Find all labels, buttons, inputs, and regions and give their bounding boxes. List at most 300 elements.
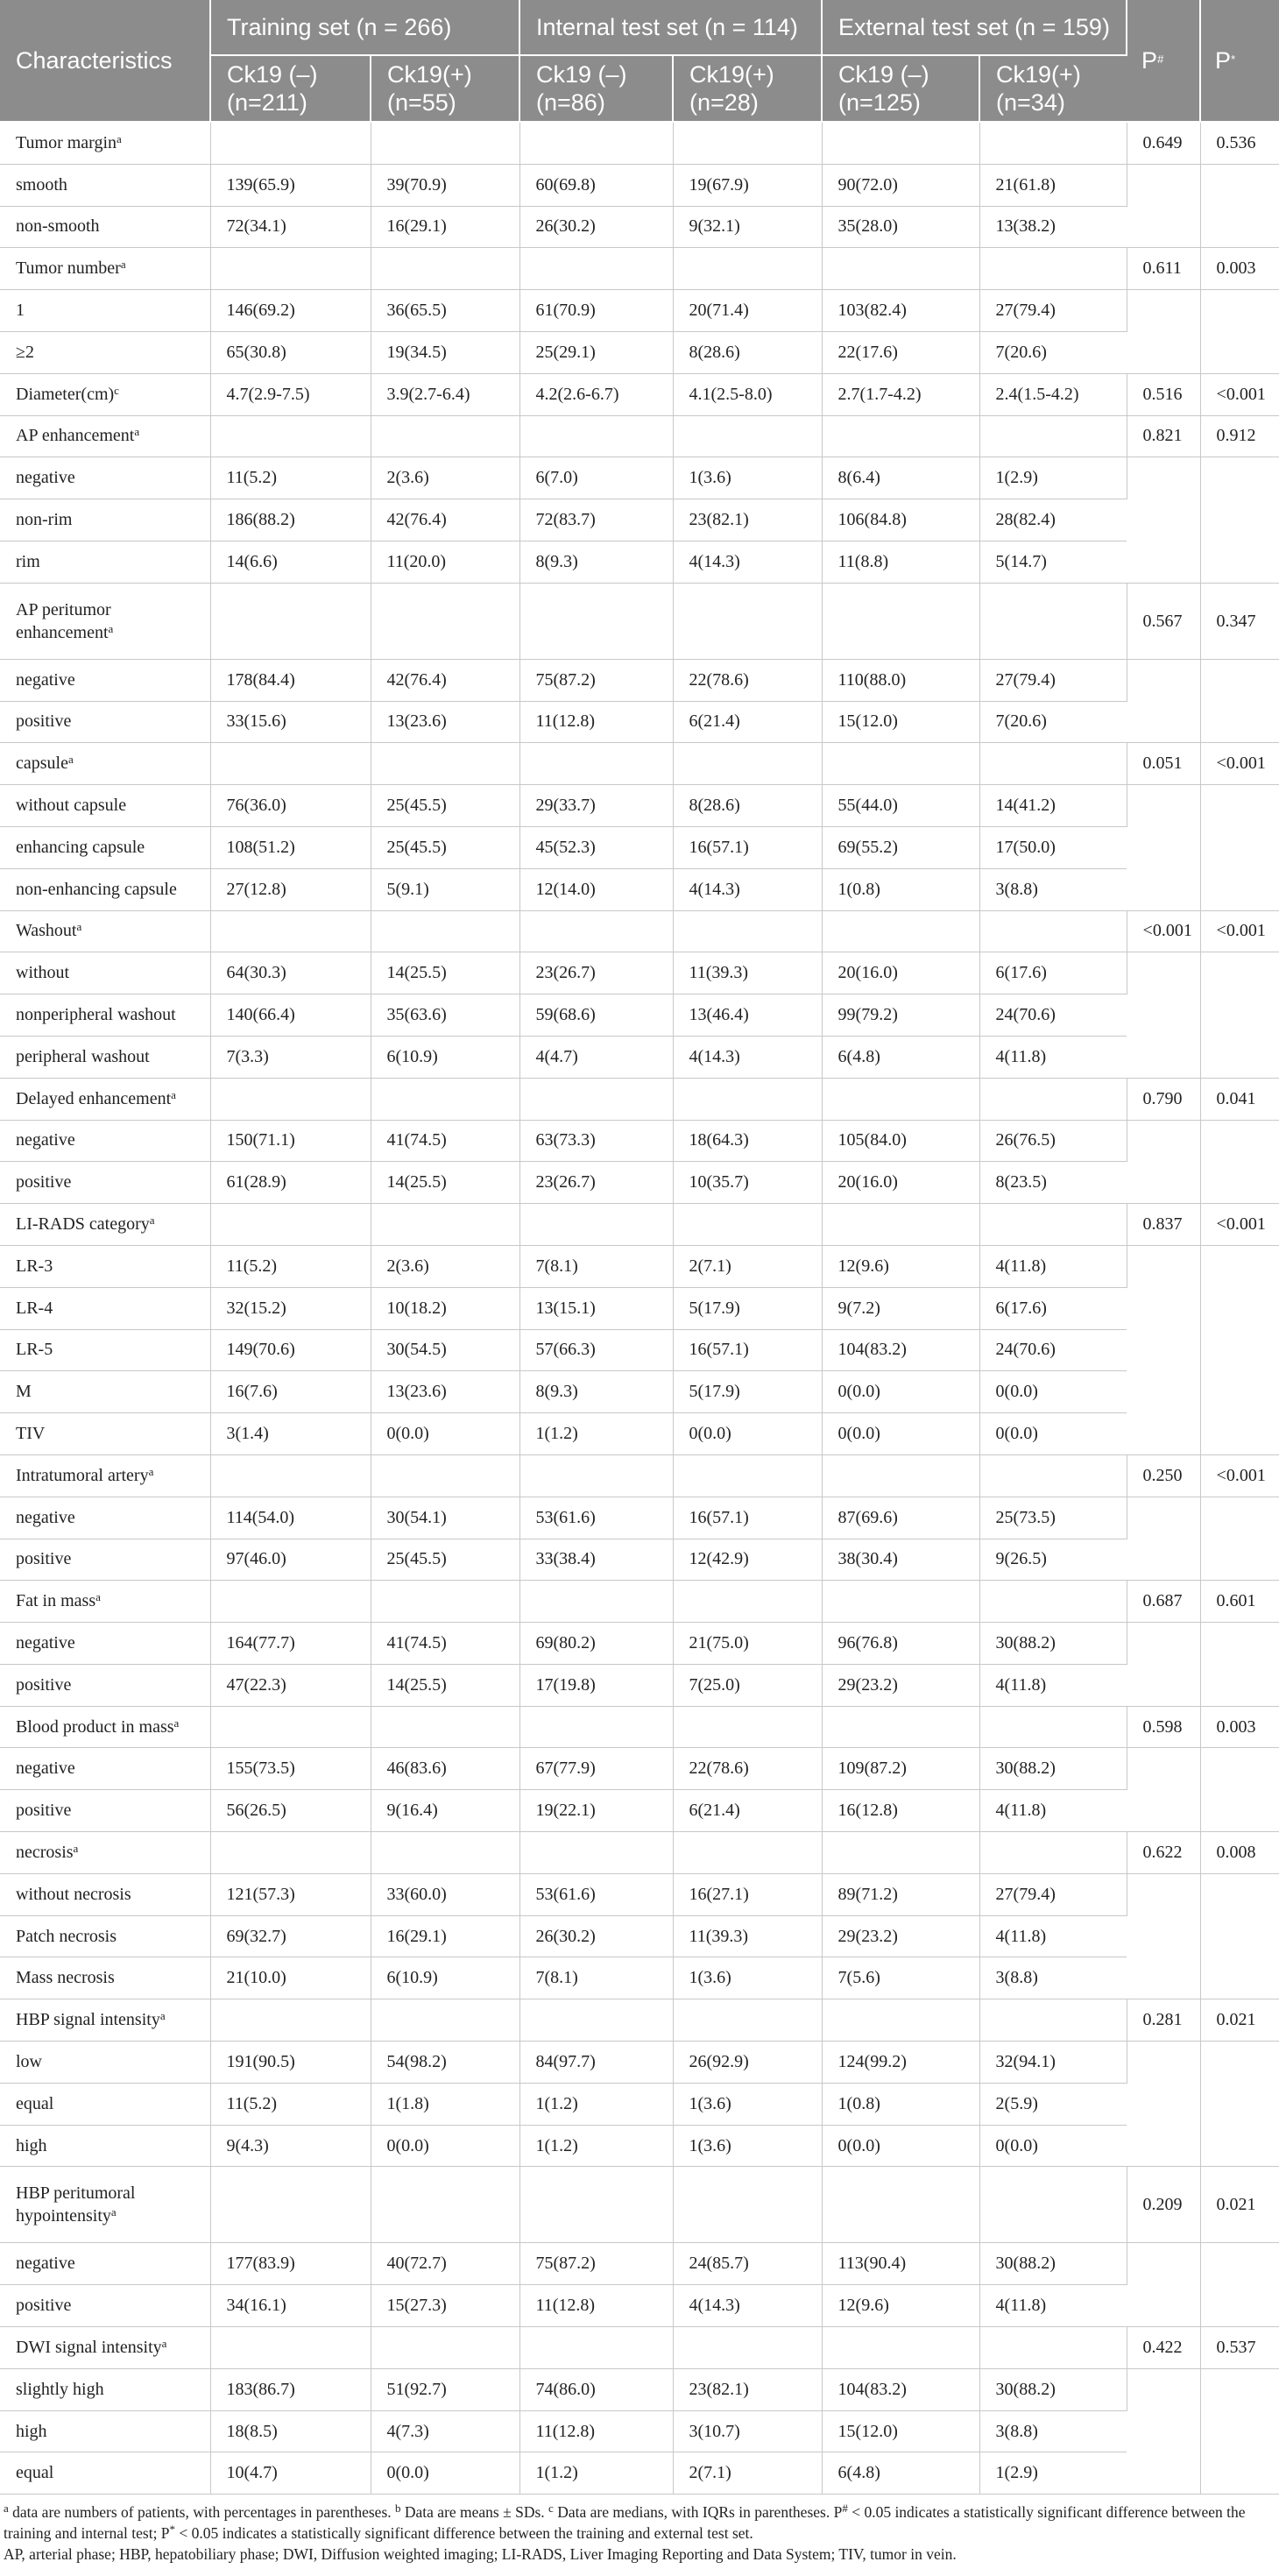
value-cell: 15(12.0) xyxy=(822,2410,979,2452)
value-cell xyxy=(822,910,979,952)
row-label xyxy=(0,743,210,785)
value-cell: 10(18.2) xyxy=(371,1287,519,1329)
value-cell: 10(4.7) xyxy=(210,2452,371,2495)
row-label xyxy=(0,2410,210,2452)
value-cell: 11(5.2) xyxy=(210,2083,371,2125)
value-cell: 72(34.1) xyxy=(210,206,371,248)
value-cell: 25(45.5) xyxy=(371,826,519,868)
value-cell: 14(41.2) xyxy=(979,785,1127,827)
row-label-text: negative xyxy=(16,1632,75,1652)
row-label xyxy=(0,2243,210,2285)
value-cell: 41(74.5) xyxy=(371,1623,519,1665)
value-cell: 6(10.9) xyxy=(371,1957,519,1999)
footnote-text: data are numbers of patients, with percentages in parentheses. xyxy=(8,2503,396,2522)
value-cell: 60(69.8) xyxy=(519,164,673,206)
value-cell: 6(17.6) xyxy=(979,952,1127,994)
value-cell xyxy=(822,743,979,785)
p-value-internal: 0.598 xyxy=(1127,1706,1200,1748)
value-cell: 26(76.5) xyxy=(979,1120,1127,1162)
value-cell: 0(0.0) xyxy=(822,2125,979,2167)
value-cell: 19(34.5) xyxy=(371,331,519,373)
row-label-text: equal xyxy=(16,2093,54,2113)
subheader-cell: Ck19(+) (n=34) xyxy=(979,55,1127,122)
value-cell: 7(25.0) xyxy=(673,1664,822,1706)
value-cell: 22(78.6) xyxy=(673,659,822,701)
row-label-text: Fat in mass xyxy=(16,1591,96,1611)
row-label-text: slightly high xyxy=(16,2379,104,2399)
value-cell: 64(30.3) xyxy=(210,952,371,994)
value-cell: 5(9.1) xyxy=(371,868,519,910)
value-cell: 4.7(2.9-7.5) xyxy=(210,373,371,415)
value-cell: 22(78.6) xyxy=(673,1748,822,1790)
value-cell: 4(14.3) xyxy=(673,2285,822,2327)
value-cell: 19(22.1) xyxy=(519,1790,673,1832)
p-value-empty xyxy=(1200,952,1279,1078)
row-label-text: enhancing capsule xyxy=(16,837,145,857)
value-cell: 5(14.7) xyxy=(979,541,1127,583)
p-value-external: 0.536 xyxy=(1200,122,1279,164)
row-label xyxy=(0,1245,210,1287)
value-cell: 2(3.6) xyxy=(371,1245,519,1287)
subheader-cell: Ck19 (–) (n=86) xyxy=(519,55,673,122)
value-cell: 16(57.1) xyxy=(673,826,822,868)
value-cell: 69(32.7) xyxy=(210,1915,371,1957)
value-cell: 11(20.0) xyxy=(371,541,519,583)
row-label xyxy=(0,994,210,1037)
p-value-empty xyxy=(1127,785,1200,910)
row-label-text: negative xyxy=(16,468,75,488)
value-cell: 7(20.6) xyxy=(979,701,1127,743)
p-value-internal: 0.649 xyxy=(1127,122,1200,164)
value-cell xyxy=(979,2327,1127,2369)
row-label-text: M xyxy=(16,1382,32,1402)
row-label-footnote-mark: a xyxy=(67,753,74,767)
value-cell xyxy=(673,1706,822,1748)
table-row-subcategory xyxy=(0,1120,1279,1162)
table-row-subcategory xyxy=(0,1162,1279,1204)
row-label-text: capsule xyxy=(16,754,68,774)
value-cell: 26(30.2) xyxy=(519,206,673,248)
value-cell: 30(54.1) xyxy=(371,1497,519,1539)
row-label xyxy=(0,1623,210,1665)
header-p-star-sup: * xyxy=(1231,52,1236,66)
value-cell: 35(63.6) xyxy=(371,994,519,1037)
p-value-external: <0.001 xyxy=(1200,910,1279,952)
value-cell: 69(80.2) xyxy=(519,1623,673,1665)
value-cell xyxy=(371,1999,519,2042)
row-label-text: negative xyxy=(16,1759,75,1779)
p-value-empty xyxy=(1127,290,1200,374)
row-label-text: smooth xyxy=(16,174,67,195)
value-cell: 13(23.6) xyxy=(371,701,519,743)
row-label xyxy=(0,1539,210,1581)
value-cell: 104(83.2) xyxy=(822,1329,979,1371)
row-label xyxy=(0,1120,210,1162)
value-cell xyxy=(519,1999,673,2042)
table-row-subcategory xyxy=(0,826,1279,868)
table-row-subcategory xyxy=(0,1915,1279,1957)
value-cell xyxy=(673,2327,822,2369)
row-label-text: negative xyxy=(16,1507,75,1527)
row-label-text: HBP signal intensity xyxy=(16,2010,160,2030)
table-row-subcategory xyxy=(0,994,1279,1037)
value-cell xyxy=(979,583,1127,659)
row-label xyxy=(0,1957,210,1999)
value-cell xyxy=(371,1204,519,1246)
p-value-internal: 0.250 xyxy=(1127,1454,1200,1497)
row-label-footnote-mark: a xyxy=(108,621,114,635)
p-value-empty xyxy=(1127,1120,1200,1204)
row-label xyxy=(0,2125,210,2167)
footnote-text: Data are medians, with IQRs in parentheses. P xyxy=(553,2503,843,2522)
value-cell xyxy=(371,248,519,290)
row-label xyxy=(0,248,210,290)
p-value-empty xyxy=(1200,1873,1279,1999)
table-row-category xyxy=(0,1832,1279,1874)
table-header xyxy=(0,0,1279,122)
row-label-text: positive xyxy=(16,1172,72,1192)
value-cell xyxy=(979,1832,1127,1874)
value-cell xyxy=(210,2167,371,2243)
value-cell: 16(27.1) xyxy=(673,1873,822,1915)
row-label-text: TIV xyxy=(16,1424,46,1443)
value-cell: 21(75.0) xyxy=(673,1623,822,1665)
value-cell: 16(29.1) xyxy=(371,206,519,248)
value-cell: 25(45.5) xyxy=(371,785,519,827)
value-cell: 27(79.4) xyxy=(979,290,1127,332)
value-cell xyxy=(519,2167,673,2243)
row-label-footnote-mark: a xyxy=(161,2336,167,2350)
p-value-external: 0.537 xyxy=(1200,2327,1279,2369)
row-label-text: positive xyxy=(16,711,72,732)
value-cell xyxy=(371,415,519,457)
p-value-external: 0.021 xyxy=(1200,1999,1279,2042)
p-value-external: 0.912 xyxy=(1200,415,1279,457)
value-cell: 109(87.2) xyxy=(822,1748,979,1790)
row-label-text: LI-RADS category xyxy=(16,1214,150,1235)
value-cell xyxy=(979,248,1127,290)
subheader-cell: Ck19(+) (n=55) xyxy=(371,55,519,122)
table-row-subcategory xyxy=(0,1957,1279,1999)
p-value-empty xyxy=(1200,1120,1279,1204)
subheader-cell: Ck19(+) (n=28) xyxy=(673,55,822,122)
value-cell xyxy=(979,1999,1127,2042)
row-label-text: LR-5 xyxy=(16,1340,53,1360)
value-cell: 105(84.0) xyxy=(822,1120,979,1162)
value-cell: 27(79.4) xyxy=(979,659,1127,701)
row-label xyxy=(0,2083,210,2125)
value-cell: 1(0.8) xyxy=(822,868,979,910)
value-cell: 39(70.9) xyxy=(371,164,519,206)
table-row-subcategory xyxy=(0,1873,1279,1915)
value-cell: 23(82.1) xyxy=(673,499,822,541)
value-cell: 11(39.3) xyxy=(673,1915,822,1957)
value-cell: 12(9.6) xyxy=(822,1245,979,1287)
value-cell xyxy=(519,1454,673,1497)
table-row-subcategory xyxy=(0,1036,1279,1078)
value-cell: 0(0.0) xyxy=(822,1371,979,1413)
row-label xyxy=(0,2167,210,2243)
row-label xyxy=(0,701,210,743)
value-cell: 6(21.4) xyxy=(673,701,822,743)
value-cell: 104(83.2) xyxy=(822,2368,979,2410)
row-label-text: ≥2 xyxy=(16,342,34,362)
value-cell xyxy=(673,1454,822,1497)
value-cell xyxy=(822,415,979,457)
value-cell: 33(60.0) xyxy=(371,1873,519,1915)
value-cell: 87(69.6) xyxy=(822,1497,979,1539)
row-label xyxy=(0,826,210,868)
value-cell: 8(28.6) xyxy=(673,331,822,373)
table-row-category xyxy=(0,1999,1279,2042)
value-cell xyxy=(822,248,979,290)
value-cell: 1(3.6) xyxy=(673,1957,822,1999)
p-value-empty xyxy=(1200,2042,1279,2167)
table-row-subcategory xyxy=(0,1748,1279,1790)
row-label xyxy=(0,2285,210,2327)
row-label xyxy=(0,910,210,952)
row-label-footnote-mark: a xyxy=(171,1087,176,1101)
value-cell: 16(7.6) xyxy=(210,1371,371,1413)
table-row-subcategory xyxy=(0,1664,1279,1706)
row-label-text: DWI signal intensity xyxy=(16,2337,162,2357)
row-label xyxy=(0,1497,210,1539)
p-value-external: 0.003 xyxy=(1200,1706,1279,1748)
value-cell: 23(82.1) xyxy=(673,2368,822,2410)
value-cell xyxy=(673,248,822,290)
value-cell xyxy=(822,1706,979,1748)
value-cell: 9(26.5) xyxy=(979,1539,1127,1581)
value-cell: 11(5.2) xyxy=(210,457,371,499)
value-cell: 47(22.3) xyxy=(210,1664,371,1706)
p-value-external: <0.001 xyxy=(1200,743,1279,785)
value-cell: 150(71.1) xyxy=(210,1120,371,1162)
value-cell: 164(77.7) xyxy=(210,1623,371,1665)
value-cell: 3(10.7) xyxy=(673,2410,822,2452)
row-label xyxy=(0,1664,210,1706)
value-cell xyxy=(673,910,822,952)
row-label-text: positive xyxy=(16,1674,72,1695)
value-cell: 14(25.5) xyxy=(371,952,519,994)
value-cell: 4(11.8) xyxy=(979,1915,1127,1957)
value-cell: 23(26.7) xyxy=(519,952,673,994)
p-value-empty xyxy=(1200,659,1279,743)
row-label xyxy=(0,1790,210,1832)
footnote-text: < 0.05 indicates a statistically significant difference between the training and external test set. xyxy=(175,2524,753,2543)
value-cell: 0(0.0) xyxy=(371,2125,519,2167)
value-cell xyxy=(371,910,519,952)
table-row-subcategory xyxy=(0,2410,1279,2452)
value-cell: 4(7.3) xyxy=(371,2410,519,2452)
value-cell: 139(65.9) xyxy=(210,164,371,206)
value-cell xyxy=(822,122,979,164)
value-cell xyxy=(210,2327,371,2369)
p-value-empty xyxy=(1200,1497,1279,1581)
value-cell xyxy=(822,583,979,659)
value-cell xyxy=(210,1832,371,1874)
row-label-text: Washout xyxy=(16,921,77,941)
p-value-internal: 0.281 xyxy=(1127,1999,1200,2042)
value-cell: 14(25.5) xyxy=(371,1162,519,1204)
value-cell xyxy=(673,1078,822,1120)
value-cell xyxy=(519,1706,673,1748)
row-label-footnote-mark: c xyxy=(114,383,119,397)
value-cell: 11(12.8) xyxy=(519,701,673,743)
value-cell: 8(9.3) xyxy=(519,541,673,583)
row-label xyxy=(0,785,210,827)
value-cell: 32(15.2) xyxy=(210,1287,371,1329)
value-cell: 97(46.0) xyxy=(210,1539,371,1581)
row-label-text: without necrosis xyxy=(16,1884,131,1904)
value-cell: 11(8.8) xyxy=(822,541,979,583)
value-cell: 25(29.1) xyxy=(519,331,673,373)
value-cell: 13(46.4) xyxy=(673,994,822,1037)
row-label-text: AP enhancement xyxy=(16,426,135,446)
value-cell xyxy=(979,1078,1127,1120)
value-cell: 41(74.5) xyxy=(371,1120,519,1162)
value-cell: 12(42.9) xyxy=(673,1539,822,1581)
value-cell: 177(83.9) xyxy=(210,2243,371,2285)
value-cell: 33(38.4) xyxy=(519,1539,673,1581)
value-cell xyxy=(673,1832,822,1874)
value-cell: 106(84.8) xyxy=(822,499,979,541)
value-cell: 21(10.0) xyxy=(210,1957,371,1999)
value-cell: 6(4.8) xyxy=(822,1036,979,1078)
p-value-external: <0.001 xyxy=(1200,1204,1279,1246)
value-cell xyxy=(673,583,822,659)
value-cell xyxy=(822,1832,979,1874)
footnote-mark: c xyxy=(548,2502,554,2516)
row-label xyxy=(0,1915,210,1957)
table-row-subcategory xyxy=(0,1329,1279,1371)
table-row-category xyxy=(0,1078,1279,1120)
footnote-line-2: AP, arterial phase; HBP, hepatobiliary phase; DWI, Diffusion weighted imaging; LI-RADS, Liver Imaging Reporting and Data System; TIV, tumor in vein. xyxy=(4,2545,957,2564)
value-cell: 20(71.4) xyxy=(673,290,822,332)
value-cell: 1(1.2) xyxy=(519,2452,673,2495)
value-cell xyxy=(519,910,673,952)
value-cell xyxy=(519,583,673,659)
header-group-training: Training set (n = 266) xyxy=(210,0,519,55)
value-cell: 4.2(2.6-6.7) xyxy=(519,373,673,415)
value-cell xyxy=(979,1706,1127,1748)
value-cell xyxy=(210,583,371,659)
row-label-text: high xyxy=(16,2421,47,2441)
row-label xyxy=(0,122,210,164)
value-cell: 54(98.2) xyxy=(371,2042,519,2084)
p-value-external: 0.041 xyxy=(1200,1078,1279,1120)
value-cell: 57(66.3) xyxy=(519,1329,673,1371)
p-value-empty xyxy=(1127,952,1200,1078)
value-cell: 59(68.6) xyxy=(519,994,673,1037)
header-characteristics: Characteristics xyxy=(0,0,210,122)
value-cell xyxy=(822,2327,979,2369)
value-cell: 6(4.8) xyxy=(822,2452,979,2495)
value-cell: 14(25.5) xyxy=(371,1664,519,1706)
p-value-external: 0.003 xyxy=(1200,248,1279,290)
value-cell: 1(1.2) xyxy=(519,2083,673,2125)
value-cell: 34(16.1) xyxy=(210,2285,371,2327)
row-label xyxy=(0,2327,210,2369)
row-label xyxy=(0,1706,210,1748)
row-label-footnote-mark: a xyxy=(95,1590,101,1604)
row-label xyxy=(0,457,210,499)
table-row-subcategory xyxy=(0,331,1279,373)
subheader-cell: Ck19 (–) (n=211) xyxy=(210,55,371,122)
value-cell: 75(87.2) xyxy=(519,2243,673,2285)
table-row-category xyxy=(0,910,1279,952)
value-cell: 9(32.1) xyxy=(673,206,822,248)
p-value-external: 0.021 xyxy=(1200,2167,1279,2243)
value-cell: 30(88.2) xyxy=(979,2368,1127,2410)
value-cell xyxy=(979,910,1127,952)
value-cell: 21(61.8) xyxy=(979,164,1127,206)
value-cell xyxy=(210,248,371,290)
value-cell: 26(92.9) xyxy=(673,2042,822,2084)
table-row-subcategory xyxy=(0,1287,1279,1329)
value-cell: 6(21.4) xyxy=(673,1790,822,1832)
value-cell xyxy=(371,122,519,164)
value-cell xyxy=(210,1581,371,1623)
row-label-footnote-mark: a xyxy=(159,2009,166,2023)
value-cell: 40(72.7) xyxy=(371,2243,519,2285)
value-cell xyxy=(210,743,371,785)
p-value-empty xyxy=(1127,1873,1200,1999)
p-value-internal: 0.622 xyxy=(1127,1832,1200,1874)
value-cell: 3(8.8) xyxy=(979,868,1127,910)
value-cell xyxy=(371,1832,519,1874)
value-cell: 69(55.2) xyxy=(822,826,979,868)
row-label xyxy=(0,1748,210,1790)
row-label xyxy=(0,290,210,332)
value-cell: 9(7.2) xyxy=(822,1287,979,1329)
value-cell: 33(15.6) xyxy=(210,701,371,743)
table-footnotes xyxy=(0,2495,1279,2565)
row-label-text: peripheral washout xyxy=(16,1046,150,1066)
row-label-footnote-mark: a xyxy=(76,920,82,934)
value-cell: 99(79.2) xyxy=(822,994,979,1037)
table-row-subcategory xyxy=(0,785,1279,827)
p-value-internal: 0.516 xyxy=(1127,373,1200,415)
row-label xyxy=(0,1162,210,1204)
value-cell xyxy=(822,1581,979,1623)
p-value-empty xyxy=(1127,1245,1200,1454)
value-cell: 140(66.4) xyxy=(210,994,371,1037)
row-label-footnote-mark: a xyxy=(120,258,126,272)
table-row-subcategory xyxy=(0,2368,1279,2410)
table-row-subcategory xyxy=(0,541,1279,583)
row-label xyxy=(0,164,210,206)
table-row-subcategory xyxy=(0,2285,1279,2327)
row-label-text: HBP peritumoral hypointensity xyxy=(16,2183,136,2226)
footnote-line-1 xyxy=(4,2502,1274,2544)
row-label xyxy=(0,541,210,583)
row-label-footnote-mark: a xyxy=(117,131,122,145)
value-cell: 5(17.9) xyxy=(673,1287,822,1329)
value-cell xyxy=(210,122,371,164)
value-cell: 24(70.6) xyxy=(979,994,1127,1037)
row-label xyxy=(0,952,210,994)
table-row-subcategory xyxy=(0,164,1279,206)
value-cell: 15(12.0) xyxy=(822,701,979,743)
table-row-subcategory xyxy=(0,206,1279,248)
p-value-empty xyxy=(1127,1623,1200,1707)
value-cell: 20(16.0) xyxy=(822,952,979,994)
table-row-subcategory xyxy=(0,2243,1279,2285)
value-cell: 0(0.0) xyxy=(371,1413,519,1455)
row-label-text: 1 xyxy=(16,301,25,321)
value-cell: 32(94.1) xyxy=(979,2042,1127,2084)
value-cell xyxy=(673,122,822,164)
